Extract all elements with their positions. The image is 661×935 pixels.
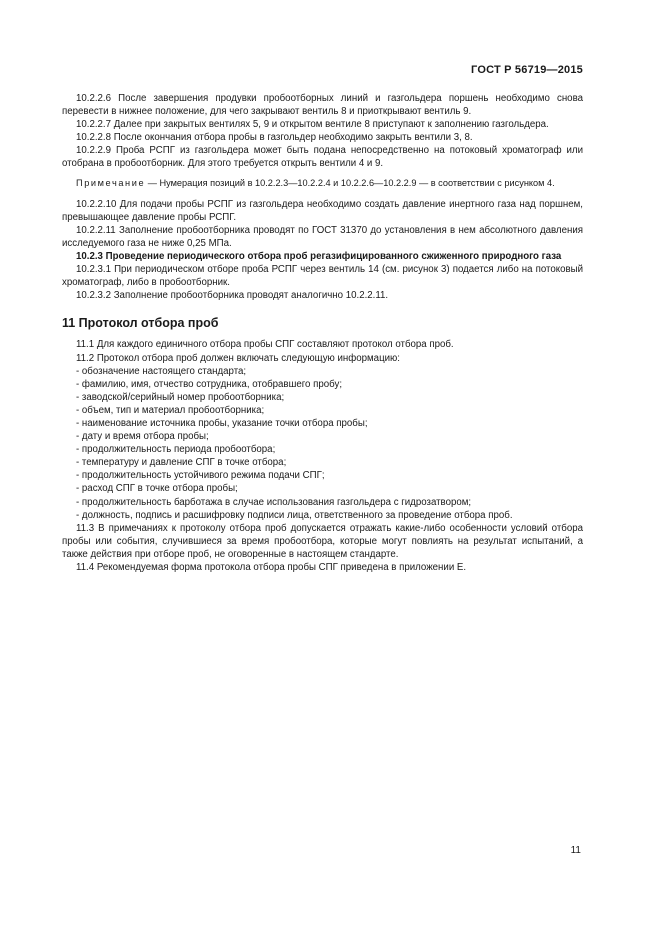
section-item: 11.3 В примечаниях к протоколу отбора проб допускается отражать какие-либо особенности условий отбора пробы или события, случившиеся за время пробоотбора, которые могут повлиять на результат испытаний, а также действия при отборе проб, не оговоренные в настоящем стандарте. <box>62 522 583 560</box>
list-item: - фамилию, имя, отчество сотрудника, отобравшего пробу; <box>76 378 343 390</box>
note-label: Примечание <box>76 177 146 188</box>
section-title: 11 Протокол отбора проб <box>62 316 219 331</box>
list-item: - температуру и давление СПГ в точке отбора; <box>76 457 287 469</box>
list-item: - обозначение настоящего стандарта; <box>76 365 247 377</box>
list-item: - продолжительность устойчивого режима подачи СПГ; <box>76 470 325 482</box>
section-item: 11.4 Рекомендуемая форма протокола отбора пробы СПГ приведена в приложении Е. <box>76 562 467 573</box>
list-item: - расход СПГ в точке отбора пробы; <box>76 483 238 495</box>
paragraph-10-2-2-11: 10.2.2.11 Заполнение пробоотборника проводят по ГОСТ 31370 до установления в нем абсолютного давления исследуемого газа не ниже 0,25 МПа. <box>62 224 583 249</box>
section-item: 11.2 Протокол отбора проб должен включать следующую информацию: <box>76 352 400 364</box>
document-body <box>62 92 583 574</box>
list-item: - продолжительность барботажа в случае использования газгольдера с гидрозатвором; <box>76 496 472 508</box>
list-item: - должность, подпись и расшифровку подписи лица, ответственного за проведение отбора проб. <box>76 509 513 521</box>
list-item: - продолжительность периода пробоотбора; <box>76 444 276 456</box>
subsection-heading-10-2-3: 10.2.3 Проведение периодического отбора проб регазифицированного сжиженного природного газа <box>76 250 562 262</box>
paragraph-10-2-3-2: 10.2.3.2 Заполнение пробоотборника проводят аналогично 10.2.2.11. <box>76 290 389 302</box>
page-number: 11 <box>570 845 581 856</box>
note-text: — Нумерация позиций в 10.2.2.3—10.2.2.4 и 10.2.2.6—10.2.2.9 — в соответствии с рисунком 4. <box>145 177 555 188</box>
paragraph-10-2-2-9: 10.2.2.9 Проба РСПГ из газгольдера может быть подана непосредственно на потоковый хроматограф или отобрана в пробоотборник. Для этого требуется открыть вентили 4 и 9. <box>62 145 583 170</box>
paragraph-10-2-2-6: 10.2.2.6 После завершения продувки пробоотборных линий и газгольдера поршень необходимо снова перевести в нижнее положение, для чего закрывают вентиль 8 и приоткрывают вентиль 9. <box>62 93 583 118</box>
list-item: - объем, тип и материал пробоотборника; <box>76 404 265 416</box>
list-item: - заводской/серийный номер пробоотборника; <box>76 391 285 403</box>
document-header: ГОСТ Р 56719—2015 <box>471 64 583 76</box>
paragraph-10-2-2-10: 10.2.2.10 Для подачи пробы РСПГ из газгольдера необходимо создать давление инертного газа над поршнем, превышающее давление пробы РСПГ. <box>62 198 583 223</box>
list-item: - дату и время отбора пробы; <box>76 431 209 443</box>
paragraph-10-2-2-8: 10.2.2.8 После окончания отбора пробы в газгольдер необходимо закрыть вентили 3, 8. <box>76 132 473 144</box>
section-11-body <box>62 338 583 574</box>
paragraph-10-2-3-1: 10.2.3.1 При периодическом отборе проба РСПГ через вентиль 14 (см. рисунок 3) подается либо на потоковый хроматограф, либо в пробоотборник. <box>62 264 583 289</box>
list-item: - наименование источника пробы, указание точки отбора пробы; <box>76 417 368 429</box>
note <box>62 177 583 190</box>
paragraph-10-2-2-7: 10.2.2.7 Далее при закрытых вентилях 5, 9 и открытом вентиле 8 приступают к заполнению газгольдера. <box>76 119 549 131</box>
section-item: 11.1 Для каждого единичного отбора пробы СПГ составляют протокол отбора проб. <box>76 339 454 351</box>
